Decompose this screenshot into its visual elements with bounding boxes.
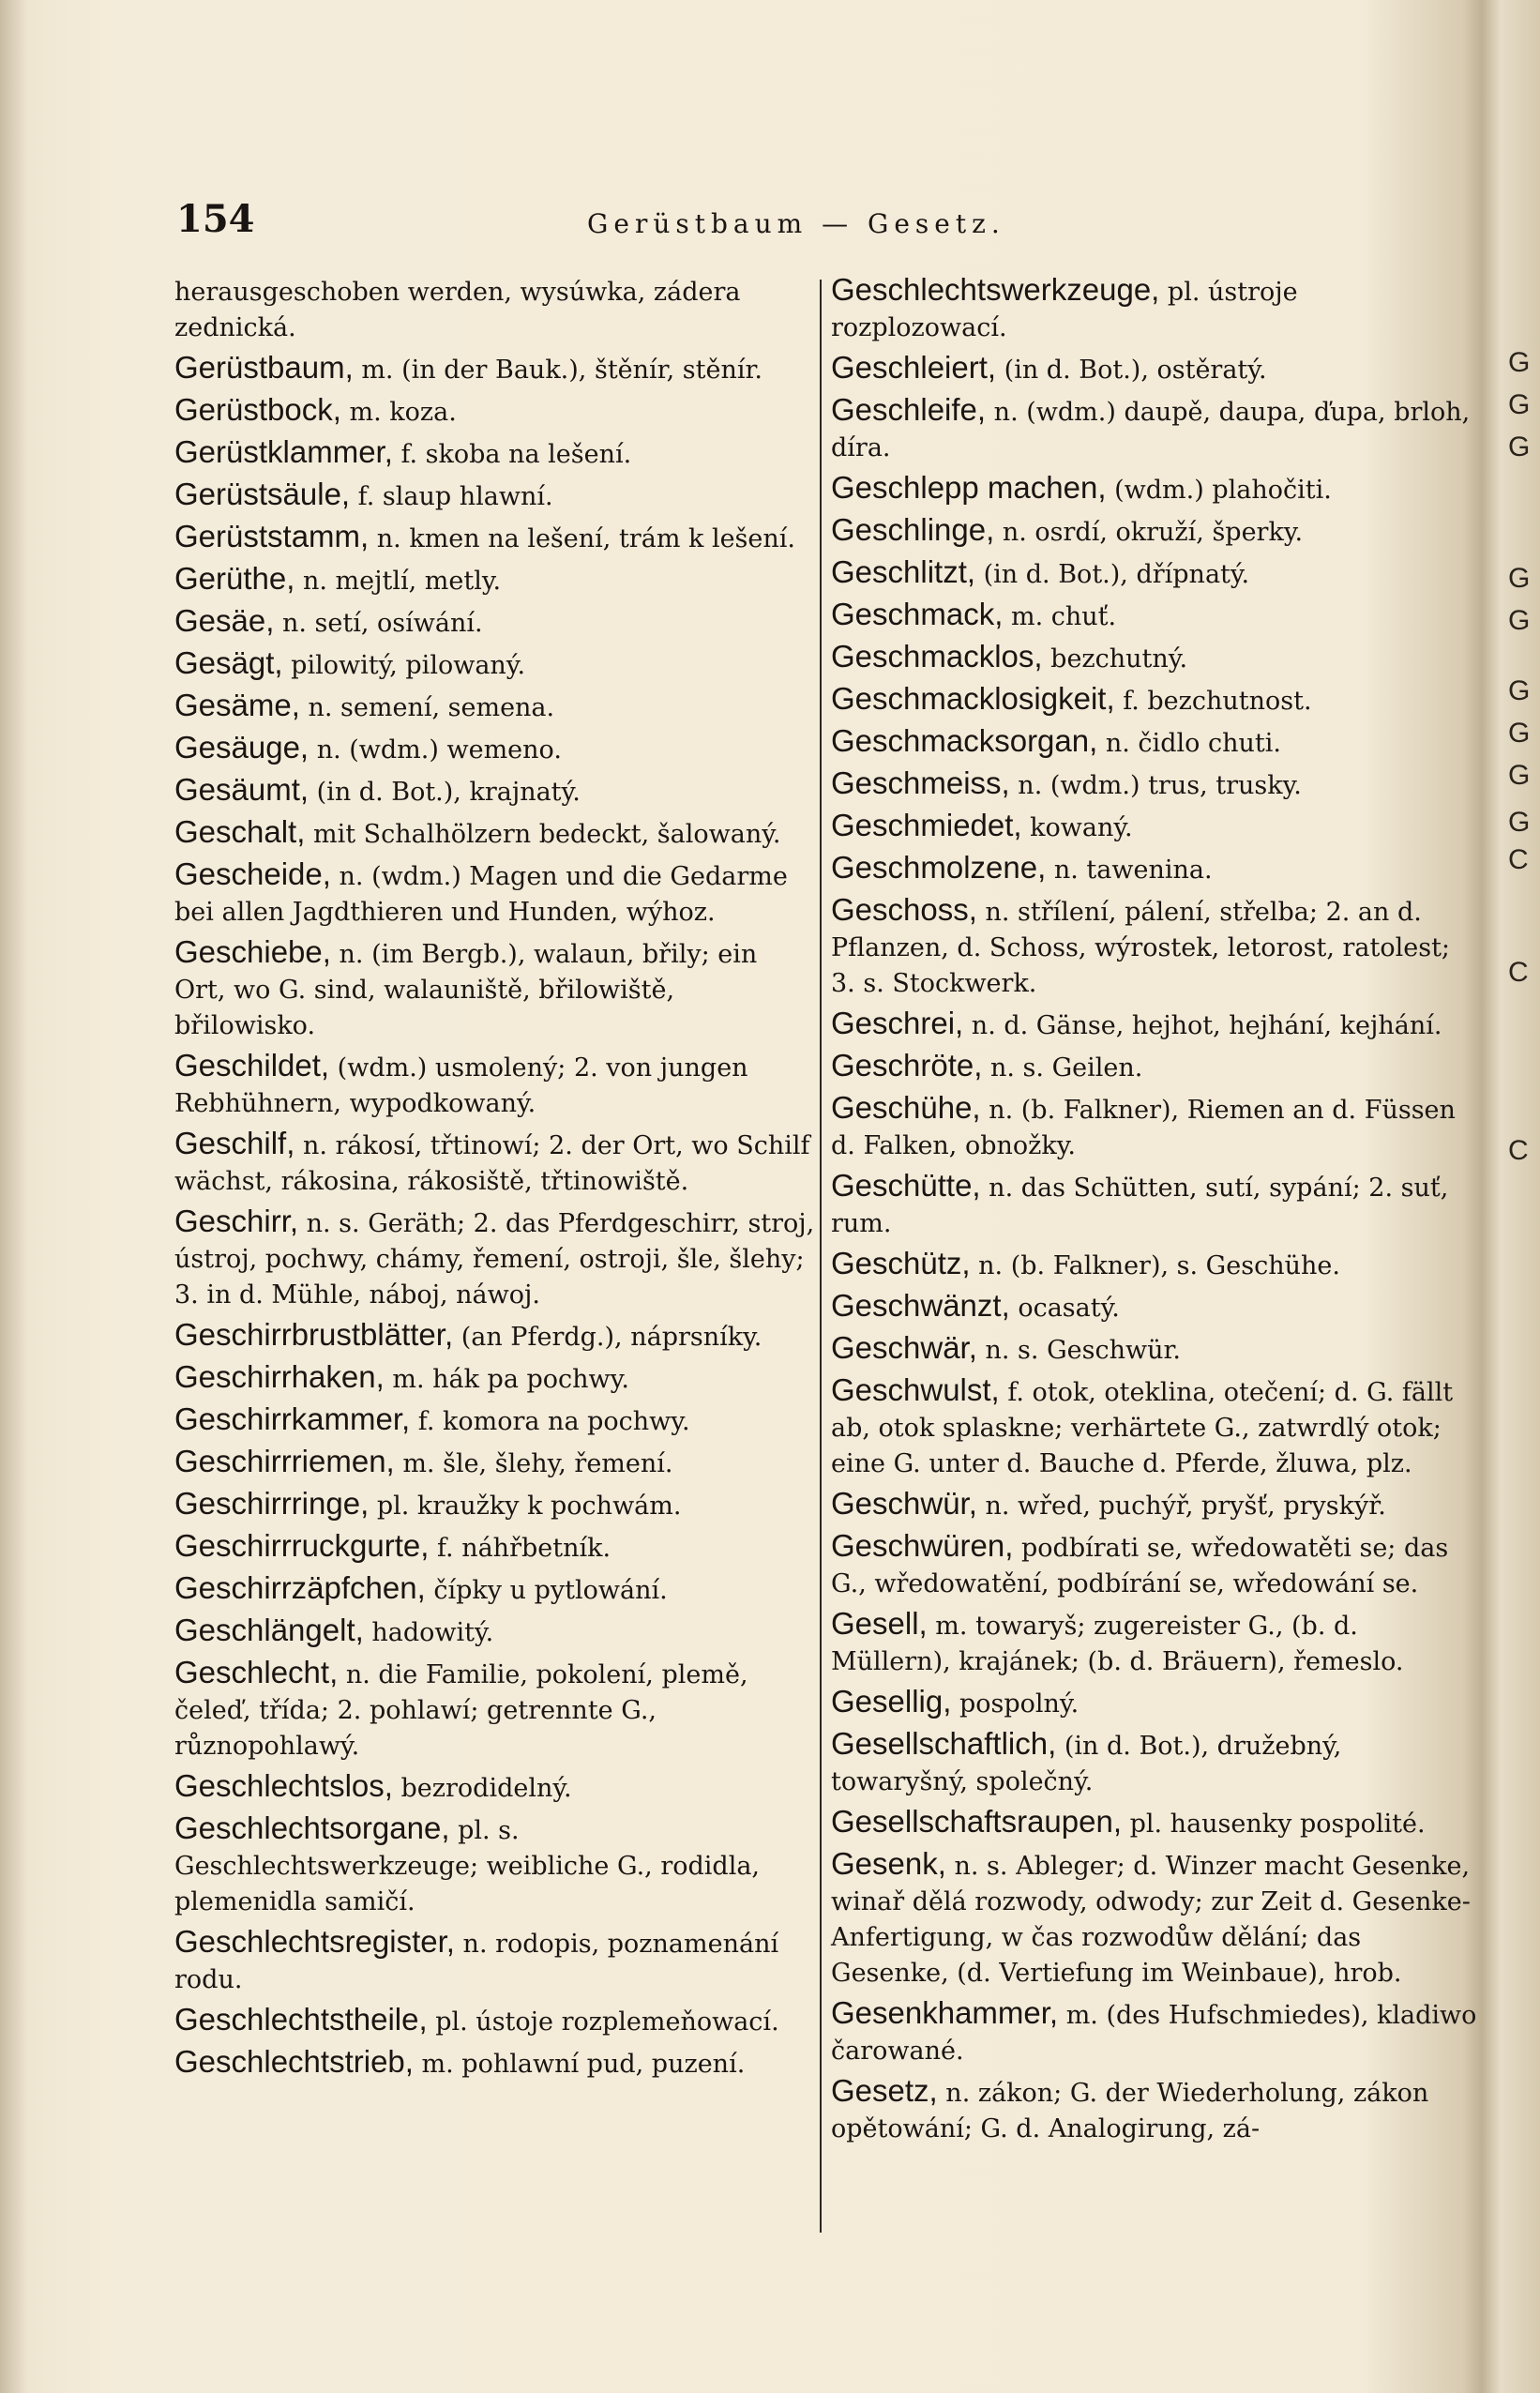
entry-headword: Geschütz, — [831, 1246, 971, 1280]
entry-definition: f. bezchutnost. — [1114, 687, 1312, 716]
entry-headword: Geschmack, — [831, 597, 1004, 631]
dictionary-entry — [831, 2073, 1478, 2147]
entry-definition: f. komora na pochwy. — [410, 1407, 690, 1436]
dictionary-entry — [831, 681, 1478, 719]
dictionary-entry — [831, 1606, 1478, 1680]
dictionary-entry — [831, 392, 1478, 466]
dictionary-entry — [174, 1126, 816, 1200]
dictionary-entry — [174, 1613, 816, 1651]
entry-definition: herausgeschoben werden, wysúwka, zádera zednická. — [174, 278, 741, 342]
entry-definition: n. s. Geräth; 2. das Pferdgeschirr, stroj, ústroj, pochwy, chámy, řemení, ostroji, šle, šlehy; 3. in d. Mühle, náboj, náwoj. — [174, 1209, 815, 1310]
dictionary-entry — [174, 477, 816, 515]
entry-headword: Gesäme, — [174, 688, 300, 722]
entry-headword: Gesäe, — [174, 603, 275, 638]
dictionary-entry — [174, 1204, 816, 1313]
entry-headword: Geschwüren, — [831, 1528, 1014, 1563]
edge-letter: G — [1508, 605, 1531, 636]
dictionary-entry — [831, 765, 1478, 804]
entry-headword: Geschmolzene, — [831, 850, 1047, 885]
entry-headword: Geschlechtslos, — [174, 1768, 393, 1803]
entry-definition: f. otok, oteklina, otečení; d. G. fällt ab, otok splaskne; verhärtete G., zatwrdlý otok; eine G. unter d. Bauche d. Pferde, žluwa, plz. — [831, 1378, 1454, 1478]
entry-headword: Geschütte, — [831, 1168, 981, 1203]
entry-headword: Gesäuge, — [174, 730, 310, 765]
edge-letter: G — [1508, 807, 1531, 838]
entry-definition: hadowitý. — [363, 1618, 494, 1647]
entry-definition: podbírati se, wředowatěti se; das G., wředowatění, podbírání se, wředowání se. — [831, 1534, 1449, 1598]
edge-letter: G — [1508, 563, 1531, 594]
entry-headword: Geschwänzt, — [831, 1288, 1010, 1323]
dictionary-entry — [174, 2002, 816, 2040]
entry-headword: Geschirrkammer, — [174, 1401, 411, 1436]
entry-definition: (wdm.) plahočiti. — [1106, 476, 1332, 505]
dictionary-entry — [174, 1401, 816, 1440]
dictionary-entry — [174, 1359, 816, 1398]
entry-definition: n. (wdm.) wemeno. — [309, 735, 562, 765]
dictionary-entry — [831, 1528, 1478, 1602]
dictionary-entry — [831, 350, 1478, 388]
entry-headword: Geschirrzäpfchen, — [174, 1570, 426, 1605]
dictionary-entry — [174, 561, 816, 599]
entry-headword: Geschlepp machen, — [831, 470, 1107, 505]
entry-definition: n. střílení, pálení, střelba; 2. an d. Pflanzen, d. Schoss, wýrostek, letorost, ratolest; 3. s. Stockwerk. — [831, 898, 1451, 998]
entry-headword: Gesellschaftsraupen, — [831, 1804, 1123, 1839]
entry-headword: Geschmacksorgan, — [831, 723, 1098, 758]
entry-definition: pl. kraužky k pochwám. — [369, 1492, 682, 1521]
entry-definition: n. (wdm.) daupě, daupa, ďupa, brloh, díra. — [831, 398, 1471, 462]
entry-headword: Gesellig, — [831, 1684, 952, 1719]
entry-headword: Geschirrringe, — [174, 1486, 370, 1521]
entry-headword: Geschmacklosigkeit, — [831, 681, 1115, 716]
dictionary-entry — [174, 814, 816, 853]
dictionary-entry — [831, 1090, 1478, 1164]
entry-headword: Gesellschaftlich, — [831, 1726, 1057, 1761]
dictionary-entry — [174, 434, 816, 473]
entry-definition: n. čidlo chuti. — [1097, 729, 1281, 758]
running-head: Gerüstbaum — Gesetz. — [587, 208, 1005, 239]
entry-headword: Geschwür, — [831, 1486, 977, 1521]
entry-headword: Geschleife, — [831, 392, 987, 427]
dictionary-entry — [174, 272, 816, 346]
entry-definition: m. (in der Bauk.), štěnír, stěnír. — [353, 356, 763, 385]
dictionary-entry — [174, 772, 816, 810]
entry-definition: f. slaup hlawní. — [350, 482, 553, 511]
entry-headword: Geschmiedet, — [831, 808, 1022, 842]
dictionary-entry — [174, 1570, 816, 1609]
entry-definition: m. chuť. — [1003, 602, 1117, 631]
entry-definition: pilowitý, pilowaný. — [282, 651, 526, 680]
edge-letter: G — [1508, 760, 1531, 791]
dictionary-entry — [174, 1317, 816, 1356]
entry-definition: m. towaryš; zugereister G., (b. d. Müllern), krajánek; (b. d. Bräuern), řemeslo. — [831, 1612, 1404, 1676]
entry-headword: Geschühe, — [831, 1090, 981, 1125]
entry-headword: Geschalt, — [174, 814, 306, 849]
dictionary-entry — [831, 1726, 1478, 1800]
dictionary-entry — [174, 1655, 816, 1764]
dictionary-entry — [831, 892, 1478, 1002]
entry-headword: Gescheide, — [174, 856, 331, 891]
entry-headword: Geschröte, — [831, 1048, 983, 1083]
edge-letter: C — [1508, 1135, 1529, 1166]
dictionary-entry — [831, 1330, 1478, 1369]
entry-definition: (wdm.) usmolený; 2. von jungen Rebhühnern, wypodkowaný. — [174, 1053, 748, 1118]
entry-headword: Gesäumt, — [174, 772, 310, 807]
entry-definition: (an Pferdg.), náprsníky. — [453, 1323, 762, 1352]
entry-headword: Geschiebe, — [174, 934, 331, 969]
entry-definition: bezrodidelný. — [392, 1774, 572, 1803]
entry-definition: n. d. Gänse, hejhot, hejhání, kejhání. — [963, 1011, 1442, 1040]
page-number: 154 — [176, 197, 255, 241]
entry-headword: Geschwär, — [831, 1330, 977, 1365]
dictionary-entry — [174, 1810, 816, 1920]
entry-definition: (in d. Bot.), dřípnatý. — [975, 560, 1250, 589]
dictionary-entry — [174, 856, 816, 931]
entry-headword: Gesetz, — [831, 2073, 938, 2108]
edge-letter: C — [1508, 957, 1529, 988]
entry-headword: Geschirrbrustblätter, — [174, 1317, 454, 1352]
entry-headword: Geschrei, — [831, 1006, 964, 1040]
dictionary-entry — [174, 1924, 816, 1998]
entry-headword: Geschlechtswerkzeuge, — [831, 272, 1160, 307]
dictionary-entry — [174, 730, 816, 768]
entry-headword: Geschildet, — [174, 1048, 330, 1083]
entry-headword: Geschlechtsregister, — [174, 1924, 455, 1959]
dictionary-entry — [174, 1768, 816, 1807]
entry-definition: n. (b. Falkner), Riemen an d. Füssen d. Falken, obnožky. — [831, 1096, 1456, 1160]
entry-headword: Geschmeiss, — [831, 765, 1010, 800]
entry-definition: n. das Schütten, sutí, sypání; 2. suť, rum. — [831, 1174, 1449, 1238]
edge-letter: G — [1508, 675, 1531, 706]
entry-definition: n. semení, semena. — [299, 693, 555, 722]
entry-definition: n. (wdm.) trus, trusky. — [1009, 771, 1302, 800]
entry-headword: Gerüstklammer, — [174, 434, 393, 469]
entry-definition: (in d. Bot.), ostěratý. — [996, 356, 1267, 385]
entry-definition: n. mejtlí, metly. — [294, 567, 502, 596]
entry-definition: n. wřed, puchýř, pryšť, pryskýř. — [976, 1492, 1386, 1521]
edge-letter: G — [1508, 718, 1531, 749]
entry-headword: Gerüthe, — [174, 561, 295, 596]
entry-definition: čípky u pytlowání. — [425, 1576, 668, 1605]
entry-definition: m. pohlawní pud, puzení. — [413, 2050, 746, 2079]
dictionary-entry — [174, 350, 816, 388]
entry-definition: pl. ústroje rozplozowací. — [831, 278, 1298, 342]
dictionary-entry — [831, 1995, 1478, 2069]
entry-headword: Gesägt, — [174, 645, 283, 680]
entry-headword: Geschlechtstheile, — [174, 2002, 428, 2037]
entry-headword: Geschlinge, — [831, 512, 995, 547]
right-column — [831, 272, 1478, 2151]
entry-headword: Gesenkhammer, — [831, 1995, 1059, 2030]
dictionary-entry — [831, 1684, 1478, 1722]
edge-letter: G — [1508, 389, 1531, 420]
entry-definition: f. náhřbetník. — [429, 1534, 611, 1563]
entry-headword: Geschilf, — [174, 1126, 295, 1160]
edge-letter: G — [1508, 347, 1531, 378]
entry-headword: Geschmacklos, — [831, 639, 1043, 674]
dictionary-entry — [831, 1048, 1478, 1086]
dictionary-entry — [831, 723, 1478, 762]
dictionary-entry — [831, 1246, 1478, 1284]
dictionary-entry — [831, 1804, 1478, 1842]
entry-headword: Geschlechtsorgane, — [174, 1810, 450, 1845]
entry-definition: n. s. Geschwür. — [976, 1336, 1182, 1365]
entry-definition: (in d. Bot.), družebný, towaryšný, společný. — [831, 1732, 1342, 1796]
entry-headword: Geschirrruckgurte, — [174, 1528, 430, 1563]
entry-definition: pl. s. Geschlechtswerkzeuge; weibliche G., rodidla, plemenidla samičí. — [174, 1816, 761, 1916]
dictionary-entry — [831, 1846, 1478, 1992]
entry-definition: n. (b. Falkner), s. Geschühe. — [970, 1251, 1340, 1280]
dictionary-entry — [174, 2044, 816, 2083]
entry-definition: n. zákon; G. der Wiederholung, zákon opětowání; G. d. Analogirung, zá- — [831, 2079, 1429, 2143]
entry-definition: n. rákosí, třtinowí; 2. der Ort, wo Schilf wächst, rákosina, rákosiště, třtinowiště. — [174, 1131, 810, 1196]
page-header — [176, 197, 1489, 253]
dictionary-entry — [174, 519, 816, 557]
dictionary-entry — [174, 1486, 816, 1524]
dictionary-entry — [831, 512, 1478, 551]
entry-definition: bezchutný. — [1042, 644, 1188, 674]
dictionary-entry — [831, 850, 1478, 888]
entry-definition: m. hák pa pochwy. — [384, 1365, 629, 1394]
dictionary-entry — [831, 1006, 1478, 1044]
dictionary-entry — [831, 470, 1478, 508]
dictionary-entry — [174, 392, 816, 431]
entry-headword: Gerüstbock, — [174, 392, 341, 427]
entry-definition: n. (wdm.) Magen und die Gedarme bei allen Jagdthieren und Hunden, wýhoz. — [174, 862, 788, 927]
entry-headword: Gerüstsäule, — [174, 477, 351, 511]
dictionary-entry — [174, 603, 816, 642]
entry-definition: f. skoba na lešení. — [392, 440, 632, 469]
entry-headword: Geschirrriemen, — [174, 1444, 395, 1478]
entry-headword: Geschirrhaken, — [174, 1359, 385, 1394]
entry-definition: kowaný. — [1021, 813, 1133, 842]
entry-headword: Gesell, — [831, 1606, 928, 1641]
entry-definition: n. kmen na lešení, trám k lešení. — [369, 524, 795, 553]
entry-headword: Geschirr, — [174, 1204, 299, 1238]
edge-letter: C — [1508, 844, 1529, 875]
entry-definition: m. (des Hufschmiedes), kladiwo čarowané. — [831, 2001, 1477, 2066]
entry-definition: n. (im Bergb.), walaun, břily; ein Ort, wo G. sind, walauniště, břilowiště, břilowisko. — [174, 940, 758, 1040]
dictionary-entry — [174, 1444, 816, 1482]
dictionary-entry — [831, 1486, 1478, 1524]
entry-headword: Geschleiert, — [831, 350, 997, 385]
dictionary-entry — [831, 272, 1478, 346]
entry-definition: n. die Familie, pokolení, plemě, čeleď, třída; 2. pohlawí; getrennte G., různopohlawý. — [174, 1660, 748, 1761]
edge-letter: G — [1508, 432, 1531, 462]
entry-headword: Geschlecht, — [174, 1655, 339, 1689]
entry-definition: mit Schalhölzern bedeckt, šalowaný. — [305, 820, 781, 849]
dictionary-entry — [831, 1372, 1478, 1482]
dictionary-entry — [831, 1288, 1478, 1326]
dictionary-entry — [831, 597, 1478, 635]
entry-definition: n. rodopis, poznamenání rodu. — [174, 1930, 779, 1994]
left-column — [174, 272, 816, 2086]
entry-headword: Gesenk, — [831, 1846, 946, 1881]
dictionary-entry — [174, 1048, 816, 1122]
entry-definition: pospolný. — [951, 1689, 1080, 1719]
dictionary-entry — [831, 554, 1478, 593]
entry-definition: n. setí, osíwání. — [274, 609, 483, 638]
entry-headword: Geschlitzt, — [831, 554, 976, 589]
column-divider — [820, 280, 822, 2233]
entry-headword: Geschoss, — [831, 892, 977, 927]
entry-definition: n. osrdí, okruží, šperky. — [994, 518, 1304, 547]
entry-headword: Gerüstbaum, — [174, 350, 354, 385]
dictionary-entry — [174, 1528, 816, 1567]
entry-definition: pl. ústoje rozplemeňowací. — [427, 2007, 779, 2037]
entry-headword: Geschlechtstrieb, — [174, 2044, 414, 2079]
entry-headword: Gerüststamm, — [174, 519, 370, 553]
entry-definition: n. s. Geilen. — [982, 1053, 1143, 1083]
dictionary-entry — [174, 688, 816, 726]
entry-definition: n. s. Ableger; d. Winzer macht Gesenke, winař dělá rozwody, odwody; zur Zeit d. Gesenke-Anfertigung, w čas rozwodůw dělání; das Gesenke, (d. Vertiefung im Weinbaue), hrob. — [831, 1852, 1471, 1988]
entry-headword: Geschlängelt, — [174, 1613, 364, 1647]
dictionary-entry — [831, 808, 1478, 846]
entry-definition: (in d. Bot.), krajnatý. — [309, 778, 581, 807]
dictionary-entry — [831, 639, 1478, 677]
entry-definition: m. koza. — [340, 398, 457, 427]
entry-definition: m. šle, šlehy, řemení. — [394, 1449, 673, 1478]
dictionary-entry — [174, 934, 816, 1044]
entry-definition: pl. hausenky pospolité. — [1122, 1810, 1426, 1839]
entry-definition: ocasatý. — [1009, 1294, 1120, 1323]
entry-definition: n. tawenina. — [1046, 856, 1213, 885]
dictionary-entry — [831, 1168, 1478, 1242]
entry-headword: Geschwulst, — [831, 1372, 1000, 1407]
dictionary-entry — [174, 645, 816, 684]
